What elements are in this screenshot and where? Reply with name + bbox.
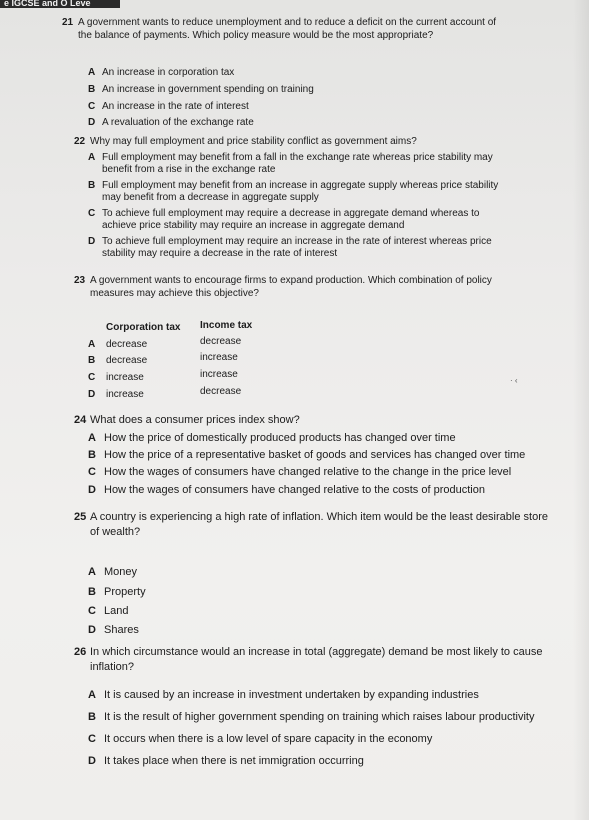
stem-line: A country is experiencing a high rate of inflation. Which item would be the least desirable store: [90, 511, 548, 523]
row-letter: B: [88, 355, 96, 366]
option-text: Shares: [104, 624, 139, 636]
option-text: achieve price stability may require an increase in aggregate demand: [102, 220, 405, 231]
table-header-income-tax: Income tax: [200, 320, 253, 331]
page-header-text: e IGCSE and O Leve: [4, 0, 91, 8]
option-text: An increase in corporation tax: [102, 67, 235, 78]
option-text: Full employment may benefit from an increase in aggregate supply whereas price stability: [102, 180, 499, 191]
option-text: benefit from a rise in the exchange rate: [102, 164, 276, 175]
option-text: stability may require a decrease in the rate of interest: [102, 248, 338, 259]
option-text: To achieve full employment may require a decrease in aggregate demand whereas to: [102, 208, 480, 219]
option-letter: C: [88, 733, 96, 745]
option-text: How the wages of consumers have changed relative to the costs of production: [104, 484, 485, 496]
table-header-corporation-tax: Corporation tax: [106, 322, 181, 333]
option-letter: A: [88, 67, 96, 78]
question-number: 23: [74, 275, 86, 286]
option-text: It is the result of higher government spending on training which raises labour productivity: [104, 711, 535, 723]
option-text: It is caused by an increase in investment undertaken by expanding industries: [104, 689, 479, 701]
row-letter: C: [88, 372, 96, 383]
option-letter: A: [88, 566, 96, 578]
stem-line: What does a consumer prices index show?: [90, 414, 300, 426]
stem-line: In which circumstance would an increase in total (aggregate) demand be most likely to cause: [90, 646, 543, 658]
option-letter: B: [88, 180, 96, 191]
stem-line: inflation?: [90, 661, 135, 673]
option-letter: B: [88, 711, 96, 723]
option-text: How the price of domestically produced products has changed over time: [104, 432, 456, 444]
option-letter: B: [88, 84, 96, 95]
question-24: [74, 413, 564, 428]
option-text: An increase in government spending on training: [102, 84, 314, 95]
page-header: [0, 0, 120, 8]
option-text: It takes place when there is net immigration occurring: [104, 755, 364, 767]
stem-line: Why may full employment and price stability conflict as government aims?: [90, 136, 417, 147]
row-letter: D: [88, 389, 96, 400]
question-number: 26: [74, 646, 87, 658]
stem-line: A government wants to reduce unemployment and to reduce a deficit on the current account of: [78, 17, 497, 28]
option-letter: D: [88, 236, 96, 247]
option-letter: D: [88, 755, 96, 767]
row-letter: A: [88, 339, 96, 350]
question-stem: [74, 413, 564, 428]
question-21: [62, 16, 562, 42]
option-letter: B: [88, 449, 96, 461]
option-letter: A: [88, 689, 96, 701]
option-letter: A: [88, 152, 96, 163]
stem-line: measures may achieve this objective?: [90, 288, 259, 299]
corporation-tax-value: increase: [106, 372, 144, 383]
option-text: It occurs when there is a low level of spare capacity in the economy: [104, 733, 433, 745]
income-tax-value: decrease: [200, 386, 242, 397]
corporation-tax-value: decrease: [106, 355, 148, 366]
question-number: 25: [74, 511, 87, 523]
pencil-mark: · ‹: [510, 376, 518, 385]
income-tax-value: increase: [200, 369, 238, 380]
income-tax-value: decrease: [200, 336, 242, 347]
option-letter: C: [88, 605, 96, 617]
corporation-tax-value: increase: [106, 389, 144, 400]
corporation-tax-value: decrease: [106, 339, 148, 350]
option-letter: C: [88, 466, 96, 478]
option-text: How the wages of consumers have changed relative to the change in the price level: [104, 466, 512, 478]
option-text: Land: [104, 605, 129, 617]
question-26: [74, 645, 574, 675]
income-tax-value: increase: [200, 352, 238, 363]
option-text: How the price of a representative basket of goods and services has changed over time: [104, 449, 526, 461]
option-letter: D: [88, 484, 96, 496]
option-text: To achieve full employment may require an increase in the rate of interest whereas price: [102, 236, 492, 247]
question-22: [74, 135, 554, 148]
stem-line: the balance of payments. Which policy measure would be the most appropriate?: [78, 30, 434, 41]
stem-line: A government wants to encourage firms to expand production. Which combination of policy: [90, 275, 492, 286]
option-text: Property: [104, 586, 146, 598]
option-letter: C: [88, 101, 96, 112]
page-edge-shadow: [573, 0, 589, 820]
question-stem: [74, 135, 554, 148]
option-text: An increase in the rate of interest: [102, 101, 249, 112]
question-stem: [62, 16, 562, 42]
question-stem: [74, 510, 574, 540]
option-letter: B: [88, 586, 96, 598]
question-25: [74, 510, 574, 540]
option-text: Money: [104, 566, 138, 578]
question-stem: [74, 645, 574, 675]
stem-line: of wealth?: [90, 526, 141, 538]
option-text: Full employment may benefit from a fall in the exchange rate whereas price stability may: [102, 152, 493, 163]
option-letter: D: [88, 624, 96, 636]
question-stem: [74, 274, 554, 300]
option-letter: D: [88, 117, 96, 128]
question-number: 22: [74, 136, 86, 147]
option-letter: C: [88, 208, 96, 219]
question-23: [74, 274, 554, 300]
option-text: A revaluation of the exchange rate: [102, 117, 254, 128]
question-number: 21: [62, 17, 74, 28]
question-number: 24: [74, 414, 87, 426]
option-letter: A: [88, 432, 96, 444]
option-text: may benefit from a decrease in aggregate supply: [102, 192, 319, 203]
